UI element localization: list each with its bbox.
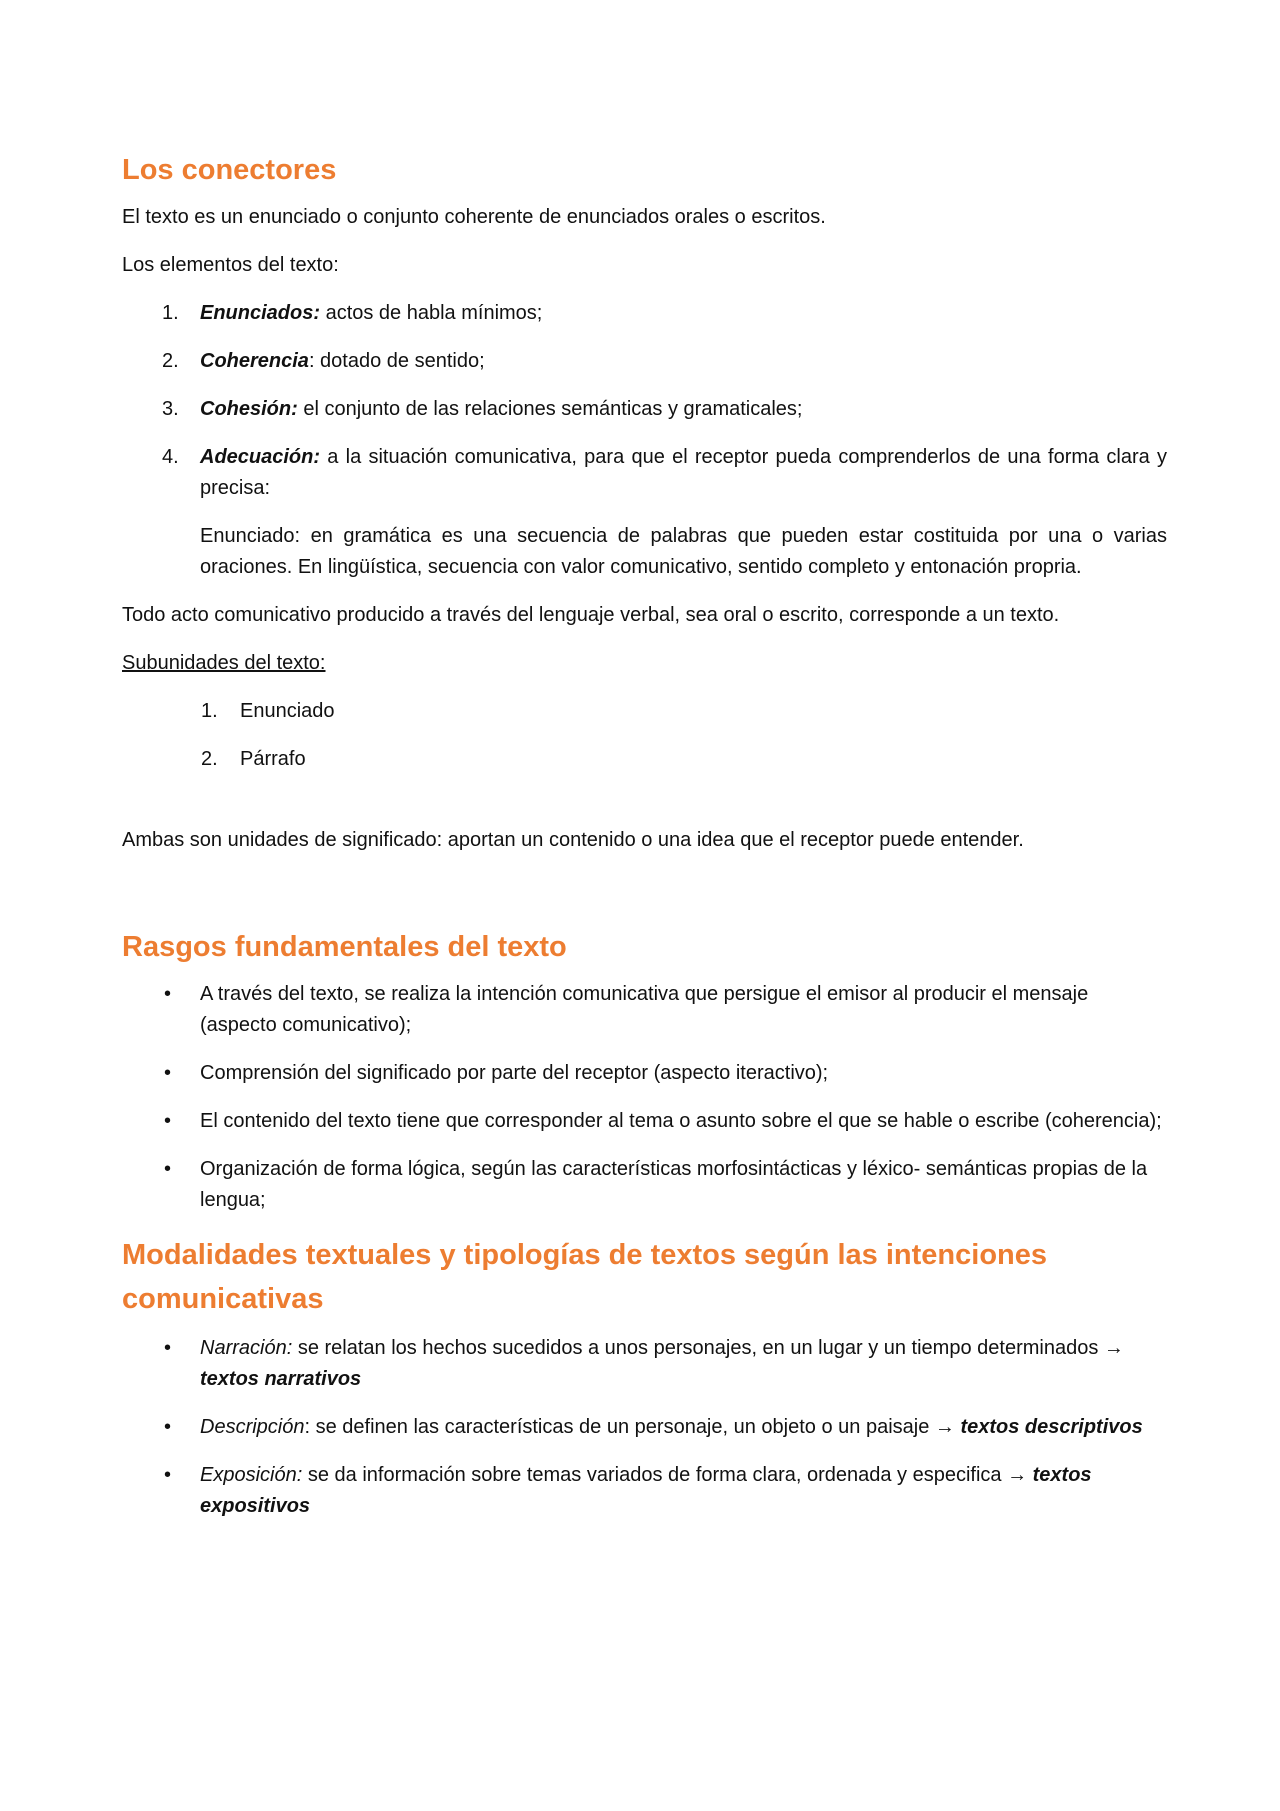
term: Enunciados: — [200, 302, 321, 324]
modalidades-list — [122, 1333, 1167, 1522]
term-text: el conjunto de las relaciones semánticas y gramaticales; — [297, 398, 803, 420]
section-title-modalidades: Modalidades textuales y tipologías de textos según las intenciones comunicativas — [122, 1239, 1048, 1315]
subunits-label: Subunidades del texto: — [122, 652, 326, 674]
subunits-list — [122, 696, 1167, 775]
arrow-right-icon: → — [1007, 1464, 1028, 1486]
definition-paragraph: Enunciado: en gramática es una secuencia de palabras que pueden estar costituida por una o varias oraciones. En lingüística, secuencia con valor comunicativo, sentido completo y entonación propria. — [200, 525, 1167, 578]
list-item — [122, 1058, 1167, 1089]
section-title-conectores: Los conectores — [122, 154, 337, 186]
bullet-icon: • — [164, 1416, 172, 1438]
list-item — [122, 1106, 1167, 1137]
elements-list — [122, 298, 1167, 504]
item-text: El contenido del texto tiene que corresponder al tema o asunto sobre el que se hable o escribe (coherencia); — [200, 1110, 1162, 1132]
term: Cohesión: — [200, 398, 298, 420]
list-number: 1. — [201, 700, 218, 722]
result-term: textos descriptivos — [954, 1416, 1143, 1438]
list-item — [122, 744, 1167, 775]
bullet-icon: • — [164, 1337, 172, 1359]
subunit-text: Párrafo — [240, 748, 306, 770]
term: Exposición: — [200, 1464, 303, 1486]
item-text: : se definen las características de un personaje, un objeto o un paisaje — [304, 1416, 935, 1438]
result-term: textos expositivos — [200, 1464, 1092, 1517]
bullet-icon: • — [164, 1062, 172, 1084]
statement-paragraph: Todo acto comunicativo producido a través del lenguaje verbal, sea oral o escrito, corresponde a un texto. — [122, 604, 1060, 626]
document-page — [122, 148, 1167, 1539]
section-title-rasgos: Rasgos fundamentales del texto — [122, 931, 567, 963]
list-item — [122, 696, 1167, 727]
list-number: 1. — [162, 302, 179, 324]
list-item — [122, 1333, 1167, 1395]
list-number: 4. — [162, 446, 179, 468]
elements-label: Los elementos del texto: — [122, 254, 339, 276]
bullet-icon: • — [164, 1158, 172, 1180]
list-item — [122, 1154, 1167, 1216]
term: Descripción — [200, 1416, 305, 1438]
term: Adecuación: — [200, 446, 321, 468]
rasgos-list — [122, 979, 1167, 1216]
list-number: 2. — [201, 748, 218, 770]
list-item — [122, 298, 1167, 329]
list-item — [122, 1412, 1167, 1443]
item-text: Comprensión del significado por parte del receptor (aspecto iteractivo); — [200, 1062, 829, 1084]
result-term: textos narrativos — [200, 1368, 362, 1390]
bullet-icon: • — [164, 1110, 172, 1132]
list-number: 2. — [162, 350, 179, 372]
list-item — [122, 346, 1167, 377]
item-text: se relatan los hechos sucedidos a unos personajes, en un lugar y un tiempo determinados — [292, 1337, 1104, 1359]
term: Coherencia — [200, 350, 309, 372]
subunit-text: Enunciado — [240, 700, 335, 722]
item-text: se da información sobre temas variados de forma clara, ordenada y especifica — [302, 1464, 1008, 1486]
list-number: 3. — [162, 398, 179, 420]
list-item — [122, 442, 1167, 504]
term: Narración: — [200, 1337, 293, 1359]
intro-paragraph: El texto es un enunciado o conjunto coherente de enunciados orales o escritos. — [122, 206, 826, 228]
bullet-icon: • — [164, 1464, 172, 1486]
list-item — [122, 1460, 1167, 1522]
arrow-right-icon: → — [1103, 1337, 1124, 1359]
item-text: A través del texto, se realiza la intención comunicativa que persigue el emisor al producir el mensaje (aspecto comunicativo); — [200, 983, 1089, 1036]
item-text: Organización de forma lógica, según las características morfosintácticas y léxico- semánticas propias de la lengua; — [200, 1158, 1148, 1211]
list-item — [122, 979, 1167, 1041]
term-text: a la situación comunicativa, para que el receptor pueda comprenderlos de una forma clara y precisa: — [200, 446, 1167, 499]
term-text: actos de habla mínimos; — [320, 302, 543, 324]
closing-paragraph: Ambas son unidades de significado: aportan un contenido o una idea que el receptor puede entender. — [122, 829, 1024, 851]
arrow-right-icon: → — [934, 1416, 955, 1438]
bullet-icon: • — [164, 983, 172, 1005]
list-item — [122, 394, 1167, 425]
term-text: : dotado de sentido; — [308, 350, 485, 372]
